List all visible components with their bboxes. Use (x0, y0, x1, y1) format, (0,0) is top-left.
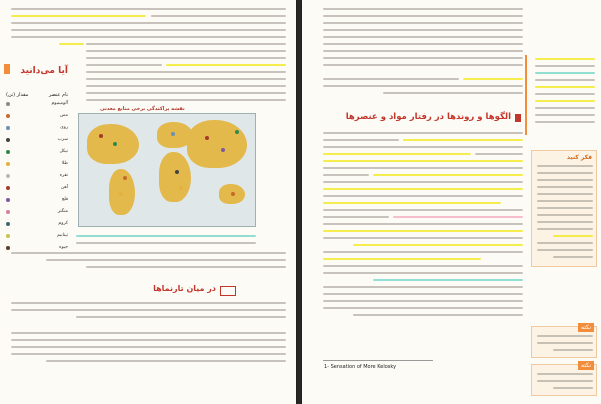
footnote-rule (323, 360, 433, 361)
legend-swatch (6, 234, 10, 238)
text-line (86, 64, 162, 66)
legend-swatch (6, 126, 10, 130)
side-note-line (535, 107, 595, 109)
highlighted-line (373, 174, 523, 176)
text-line (11, 252, 286, 254)
legend-header-amount: مقدار (تن) (6, 92, 29, 98)
left-page (0, 0, 296, 404)
legend-swatch (6, 162, 10, 166)
side-box-think (531, 150, 597, 267)
side-rule (525, 55, 527, 135)
legend-label: تیتانیم (57, 233, 68, 238)
legend-swatch (6, 102, 10, 106)
text-line (11, 339, 286, 341)
text-line (11, 309, 286, 311)
resource-dot (205, 136, 209, 140)
note-label: نکته (578, 323, 594, 332)
legend-label: آلومینیوم (51, 101, 68, 106)
text-line (76, 316, 286, 318)
text-line (86, 57, 286, 59)
text-line (86, 71, 286, 73)
section-title-websites: در میان تارنماها (153, 284, 216, 293)
text-line (46, 360, 286, 362)
text-line (383, 92, 523, 94)
side-note-line (535, 114, 595, 116)
legend-label: آهن (60, 185, 68, 190)
resource-dot (171, 132, 175, 136)
side-box-line (537, 165, 593, 167)
map-header: نقشه پراکندگی برخی منابع معدنی (100, 106, 185, 112)
highlighted-line (323, 202, 501, 204)
text-line (323, 174, 369, 176)
highlighted-line (323, 153, 471, 155)
text-line (86, 43, 286, 45)
side-note-highlight (535, 58, 595, 60)
legend-swatch (6, 198, 10, 202)
side-note-line (535, 79, 595, 81)
map-caption-line (76, 235, 256, 237)
text-line (323, 132, 523, 134)
legend-swatch (6, 150, 10, 154)
text-line (11, 29, 286, 31)
text-line (475, 153, 523, 155)
side-box-line (537, 380, 593, 382)
text-line (323, 85, 523, 87)
resource-dot (235, 130, 239, 134)
highlighted-line (323, 258, 481, 260)
side-note-line (535, 93, 595, 95)
resource-dot (179, 186, 183, 190)
highlighted-line-green (373, 279, 523, 281)
legend-label: روی (60, 125, 68, 130)
side-box-line (537, 373, 593, 375)
section-title-patterns: الگوها و روندها در رفتار مواد و عنصرها (345, 112, 511, 122)
side-box-line (537, 179, 593, 181)
footnote: 1- Sensation of More Kelosky (324, 364, 397, 370)
side-box-line (553, 256, 593, 258)
resource-dot (123, 176, 127, 180)
side-box-line (537, 214, 593, 216)
side-note-highlight (535, 100, 595, 102)
side-box-line (537, 249, 593, 251)
legend-label: منگنز (57, 209, 68, 214)
text-line (323, 272, 523, 274)
side-box-line (537, 242, 593, 244)
side-box-line (553, 387, 593, 389)
resource-dot (113, 142, 117, 146)
highlighted-line (403, 139, 523, 141)
text-line (151, 15, 286, 17)
text-line (323, 251, 523, 253)
text-line (323, 139, 399, 141)
text-line (323, 237, 523, 239)
text-line (323, 216, 389, 218)
text-line (323, 146, 523, 148)
side-note-line (535, 65, 595, 67)
text-line (323, 36, 523, 38)
highlighted-line (353, 244, 523, 246)
text-line (11, 353, 286, 355)
highlighted-line (323, 230, 523, 232)
text-line (11, 8, 286, 10)
element-legend-table (4, 92, 70, 262)
side-box-line (553, 349, 593, 351)
resource-dot (119, 192, 123, 196)
text-line (323, 293, 523, 295)
legend-label: جیوه (59, 245, 68, 250)
text-line (11, 346, 286, 348)
text-line (323, 195, 523, 197)
legend-header: نام عنصر (48, 92, 68, 98)
side-note-line (535, 121, 595, 123)
side-box-line (537, 200, 593, 202)
text-line (323, 64, 523, 66)
legend-label: نقره (59, 173, 68, 178)
side-box-line (537, 221, 593, 223)
legend-label: طلا (61, 161, 68, 166)
text-line (86, 50, 286, 52)
legend-label: قلع (61, 197, 68, 202)
side-note-1 (531, 326, 597, 358)
text-line (323, 78, 459, 80)
side-box-line (537, 186, 593, 188)
legend-label: کروم (58, 221, 68, 226)
asia-shape (187, 120, 247, 168)
section-marker (515, 114, 521, 122)
side-note-highlight (535, 72, 595, 74)
resource-dot (99, 134, 103, 138)
side-box-line (537, 207, 593, 209)
monitor-icon (220, 286, 236, 296)
text-line (323, 181, 523, 183)
text-line (76, 242, 256, 244)
text-line (11, 332, 286, 334)
africa-shape (159, 152, 191, 202)
text-line (323, 286, 523, 288)
legend-swatch (6, 174, 10, 178)
highlighted-line-pink (393, 216, 523, 218)
text-line (11, 22, 286, 24)
text-line (323, 265, 523, 267)
side-box-line (537, 335, 593, 337)
text-line (323, 43, 523, 45)
highlighted-line (11, 15, 146, 17)
text-line (11, 302, 286, 304)
text-line (86, 85, 286, 87)
text-line (323, 209, 523, 211)
text-line (46, 259, 286, 261)
legend-swatch (6, 186, 10, 190)
highlighted-line (166, 64, 286, 66)
did-you-know-title: آیا می‌دانید (20, 66, 68, 76)
legend-swatch (6, 246, 10, 250)
text-line (323, 167, 523, 169)
side-box-line (537, 228, 593, 230)
text-line (323, 300, 523, 302)
world-resource-map (78, 113, 256, 227)
legend-swatch (6, 222, 10, 226)
text-line (86, 99, 286, 101)
side-box-line (537, 172, 593, 174)
highlighted-line (323, 160, 523, 162)
text-line (323, 22, 523, 24)
resource-dot (231, 192, 235, 196)
text-line (11, 36, 286, 38)
resource-dot (175, 170, 179, 174)
highlighted-line (59, 43, 84, 45)
text-line (86, 78, 286, 80)
text-line (86, 266, 286, 268)
text-line (323, 57, 523, 59)
legend-label: سرب (57, 137, 68, 142)
text-line (86, 92, 286, 94)
right-page (302, 0, 601, 404)
side-note-highlight (535, 86, 595, 88)
legend-label: نیکل (59, 149, 68, 154)
legend-swatch (6, 114, 10, 118)
did-you-know-marker (4, 64, 10, 74)
legend-label: مس (59, 113, 68, 118)
highlighted-line (463, 78, 523, 80)
side-note-2 (531, 364, 597, 396)
highlighted-line (323, 188, 523, 190)
text-line (323, 29, 523, 31)
text-line (323, 50, 523, 52)
note-label: نکته (578, 361, 594, 370)
text-line (323, 15, 523, 17)
side-box-title: فکر کنید (566, 154, 592, 161)
legend-swatch (6, 210, 10, 214)
text-line (353, 314, 523, 316)
side-box-line (537, 193, 593, 195)
side-box-highlight (553, 235, 593, 237)
text-line (323, 307, 523, 309)
text-line (323, 223, 523, 225)
resource-dot (221, 148, 225, 152)
side-box-line (537, 342, 593, 344)
legend-swatch (6, 138, 10, 142)
text-line (323, 8, 523, 10)
